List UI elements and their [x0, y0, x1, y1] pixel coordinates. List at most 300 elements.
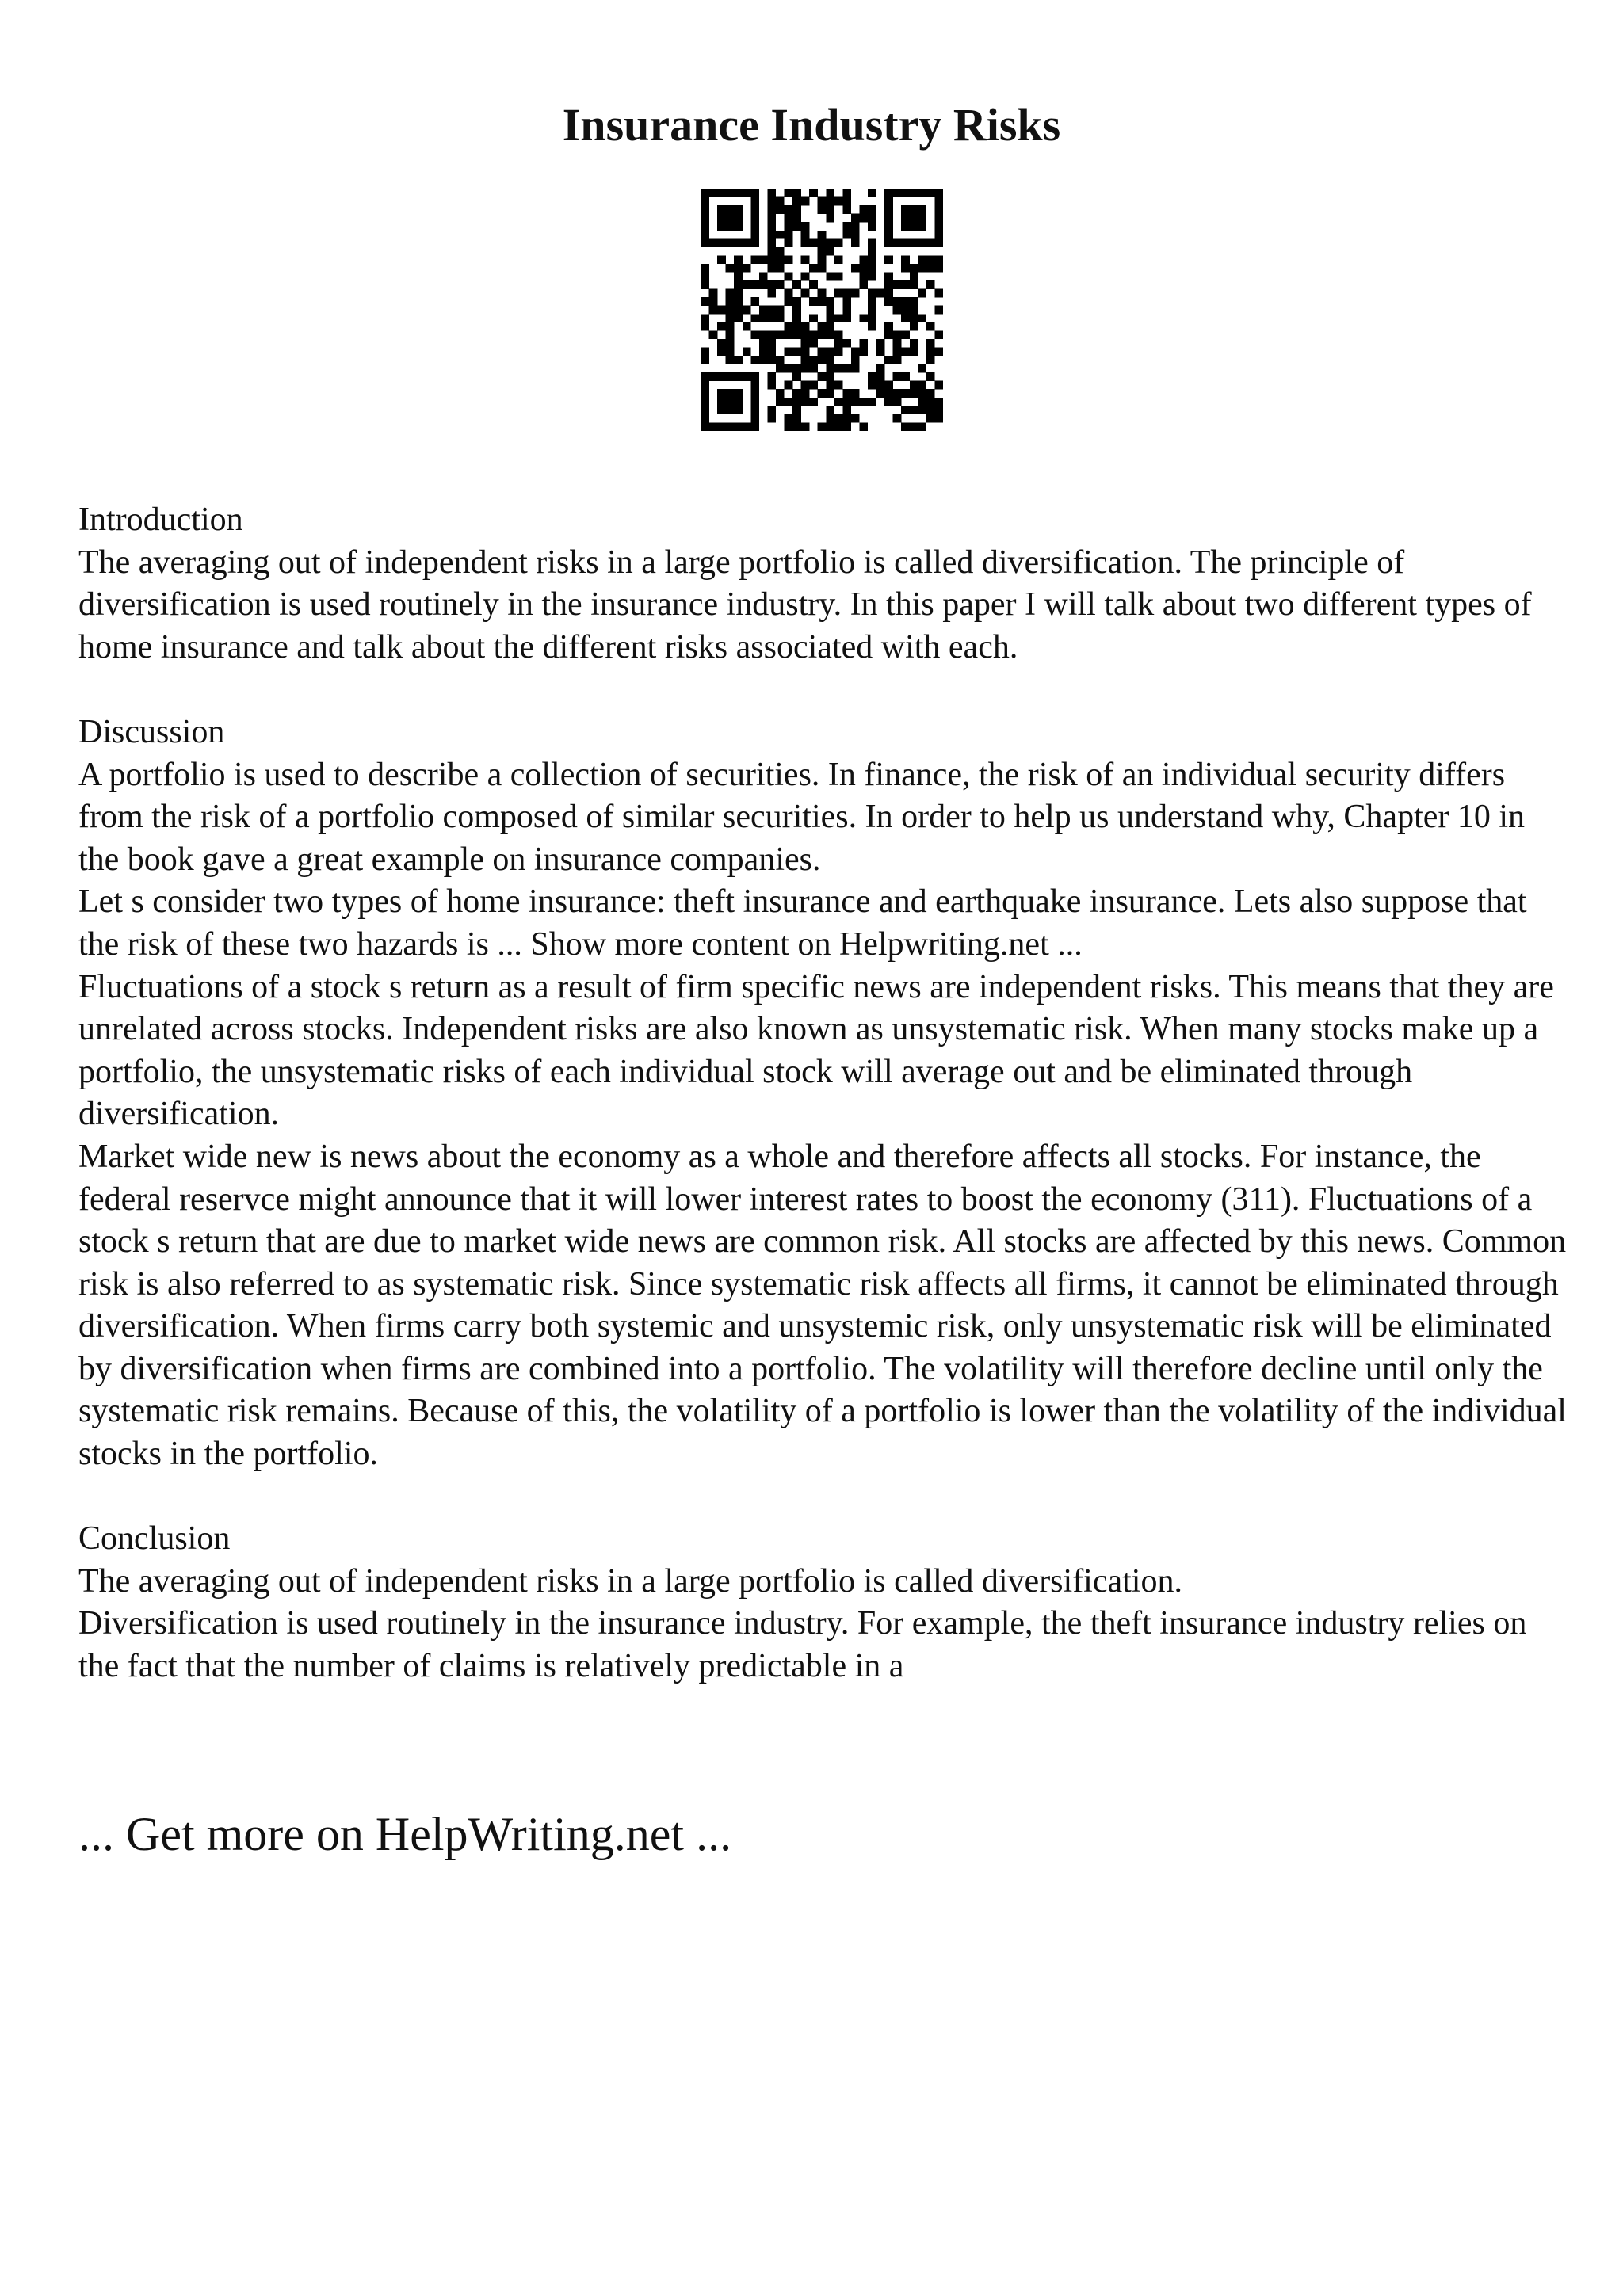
qr-module: [734, 422, 743, 431]
qr-module: [818, 197, 827, 206]
qr-module: [734, 289, 743, 298]
qr-module: [726, 264, 735, 273]
qr-module: [750, 389, 759, 398]
qr-module: [792, 205, 801, 214]
qr-module: [842, 389, 851, 398]
qr-module: [842, 222, 851, 231]
qr-module: [792, 330, 801, 339]
qr-module: [785, 222, 793, 231]
qr-module: [851, 389, 860, 398]
qr-module: [709, 189, 718, 197]
qr-module: [734, 372, 743, 381]
qr-module: [901, 330, 910, 339]
qr-module: [834, 273, 843, 281]
qr-module: [709, 297, 718, 306]
qr-module: [934, 238, 943, 247]
qr-module: [901, 306, 910, 315]
qr-module: [918, 314, 926, 322]
qr-module: [717, 238, 726, 247]
qr-module: [826, 297, 834, 306]
qr-module: [834, 414, 843, 423]
qr-module: [876, 364, 885, 373]
qr-module: [785, 189, 793, 197]
qr-module: [901, 214, 910, 223]
qr-module: [859, 339, 868, 348]
qr-module: [826, 273, 834, 281]
paragraph: Diversification is used routinely in the insurance industry. For example, the theft insurance industry relies on the fact that the number of claims is relatively predictable in a: [78, 1605, 1527, 1685]
qr-module: [785, 414, 793, 423]
qr-module: [876, 381, 885, 390]
qr-module: [918, 422, 926, 431]
qr-module: [726, 356, 735, 364]
qr-module: [842, 339, 851, 348]
qr-module: [834, 422, 843, 431]
qr-module: [726, 238, 735, 247]
qr-module: [701, 264, 709, 273]
qr-module: [818, 289, 827, 298]
qr-module: [901, 372, 910, 381]
qr-module: [859, 205, 868, 214]
qr-module: [901, 422, 910, 431]
qr-module: [759, 339, 768, 348]
qr-module: [717, 306, 726, 315]
qr-module: [743, 280, 751, 289]
qr-module: [934, 189, 943, 197]
document-title: Insurance Industry Risks: [562, 99, 1061, 151]
qr-module: [826, 381, 834, 390]
paragraph: A portfolio is used to describe a collection of securities. In finance, the risk of an individual security differs from the risk of a portfolio composed of similar securities. In order to help us understand why, Chapter 10 in the book gave a great example on insurance companies.: [78, 756, 1526, 878]
qr-module: [851, 231, 860, 239]
qr-module: [926, 356, 935, 364]
qr-module: [818, 389, 827, 398]
qr-module: [918, 264, 926, 273]
get-more-link[interactable]: ... Get more on HelpWriting.net ...: [78, 1808, 732, 1860]
qr-module: [842, 297, 851, 306]
qr-module: [767, 231, 776, 239]
qr-module: [776, 280, 785, 289]
section-discussion: [78, 711, 1568, 1476]
qr-module: [809, 364, 818, 373]
qr-module: [767, 264, 776, 273]
qr-module: [826, 414, 834, 423]
qr-module: [893, 306, 902, 315]
qr-module: [767, 238, 776, 247]
qr-module: [785, 422, 793, 431]
qr-module: [734, 273, 743, 281]
qr-module: [792, 372, 801, 381]
qr-module: [910, 297, 918, 306]
section-heading: Conclusion: [78, 1520, 231, 1558]
qr-module: [934, 347, 943, 356]
qr-module: [776, 231, 785, 239]
qr-module: [851, 347, 860, 356]
qr-module: [851, 238, 860, 247]
qr-module: [701, 347, 709, 356]
qr-module: [884, 231, 893, 239]
document-body: [78, 499, 1568, 1688]
qr-module: [717, 389, 726, 398]
qr-module: [701, 322, 709, 331]
qr-module: [801, 339, 810, 348]
qr-module: [717, 255, 726, 264]
qr-module: [717, 205, 726, 214]
paragraph: Fluctuations of a stock s return as a result of firm specific news are independent risks. This means that they are unrelated across stocks. Independent risks are also known as unsystematic risk. When many stocks make up a portfolio, the unsystematic risks of each individual stock will average out and be eliminated through diversification.: [78, 968, 1554, 1133]
paragraph: The averaging out of independent risks in a large portfolio is called diversification. The principle of diversification is used routinely in the insurance industry. In this paper I will talk about two different types of home insurance and talk about the different risks associated with each.: [78, 543, 1532, 666]
qr-module: [893, 330, 902, 339]
qr-module: [842, 289, 851, 298]
qr-module: [726, 389, 735, 398]
qr-module: [743, 322, 751, 331]
qr-module: [750, 205, 759, 214]
qr-module: [868, 214, 876, 223]
qr-module: [776, 389, 785, 398]
qr-module: [934, 205, 943, 214]
qr-module: [809, 381, 818, 390]
qr-module: [868, 322, 876, 331]
qr-module: [918, 255, 926, 264]
qr-module: [910, 214, 918, 223]
qr-module: [759, 347, 768, 356]
qr-module: [818, 347, 827, 356]
qr-module: [842, 422, 851, 431]
qr-module: [750, 356, 759, 364]
qr-module: [884, 214, 893, 223]
qr-module: [826, 197, 834, 206]
qr-module: [767, 280, 776, 289]
qr-module: [701, 372, 709, 381]
qr-module: [734, 406, 743, 414]
qr-module: [785, 398, 793, 406]
qr-module: [801, 389, 810, 398]
qr-module: [901, 314, 910, 322]
qr-module: [785, 238, 793, 247]
qr-module: [776, 264, 785, 273]
qr-module: [701, 398, 709, 406]
qr-module: [859, 255, 868, 264]
qr-module: [834, 314, 843, 322]
qr-module: [750, 381, 759, 390]
qr-module: [818, 255, 827, 264]
qr-module: [750, 422, 759, 431]
qr-module: [868, 255, 876, 264]
qr-module: [809, 314, 818, 322]
qr-module: [776, 398, 785, 406]
qr-module: [868, 306, 876, 315]
qr-module: [701, 273, 709, 281]
qr-module: [910, 381, 918, 390]
qr-module: [717, 222, 726, 231]
qr-module: [834, 398, 843, 406]
qr-module: [910, 264, 918, 273]
qr-module: [809, 280, 818, 289]
qr-module: [851, 364, 860, 373]
qr-module: [934, 381, 943, 390]
qr-module: [717, 406, 726, 414]
section-heading: Introduction: [78, 502, 243, 538]
qr-module: [910, 273, 918, 281]
qr-module: [809, 398, 818, 406]
qr-module: [826, 189, 834, 197]
qr-module: [776, 247, 785, 256]
qr-module: [901, 280, 910, 289]
qr-module: [834, 330, 843, 339]
paragraph: Let s consider two types of home insurance: theft insurance and earthquake insurance. Lets also suppose that the risk of these two hazards is ... Show more content on Helpwriting.net ...: [78, 883, 1527, 963]
qr-module: [876, 372, 885, 381]
qr-module: [709, 238, 718, 247]
qr-module: [785, 381, 793, 390]
qr-module: [776, 197, 785, 206]
qr-module: [767, 214, 776, 223]
qr-module: [868, 381, 876, 390]
qr-module: [792, 398, 801, 406]
qr-module: [785, 330, 793, 339]
qr-module: [734, 255, 743, 264]
qr-module: [734, 280, 743, 289]
qr-module: [926, 322, 935, 331]
qr-module: [750, 222, 759, 231]
qr-module: [851, 214, 860, 223]
qr-module: [726, 189, 735, 197]
qr-module: [801, 238, 810, 247]
qr-module: [709, 306, 718, 315]
qr-module: [918, 364, 926, 373]
qr-module: [750, 231, 759, 239]
qr-module: [884, 273, 893, 281]
qr-module: [767, 314, 776, 322]
qr-module: [726, 347, 735, 356]
qr-module: [734, 389, 743, 398]
qr-module: [776, 306, 785, 315]
qr-module: [918, 381, 926, 390]
qr-module: [893, 189, 902, 197]
qr-module: [726, 398, 735, 406]
qr-module: [901, 222, 910, 231]
qr-module: [767, 406, 776, 414]
qr-module: [934, 330, 943, 339]
section-introduction: [78, 499, 1568, 669]
qr-module: [701, 314, 709, 322]
qr-module: [884, 297, 893, 306]
qr-module: [709, 289, 718, 298]
qr-module: [901, 389, 910, 398]
qr-module: [910, 322, 918, 331]
qr-module: [776, 330, 785, 339]
qr-module: [801, 289, 810, 298]
qr-module: [926, 189, 935, 197]
qr-module: [859, 214, 868, 223]
qr-module: [818, 238, 827, 247]
qr-module: [792, 297, 801, 306]
qr-module: [750, 214, 759, 223]
qr-module: [884, 197, 893, 206]
qr-module: [750, 189, 759, 197]
qr-module: [809, 297, 818, 306]
qr-module: [801, 231, 810, 239]
qr-module: [868, 372, 876, 381]
qr-module: [701, 389, 709, 398]
qr-module: [726, 205, 735, 214]
qr-module: [901, 205, 910, 214]
qr-module: [934, 222, 943, 231]
qr-module: [884, 356, 893, 364]
qr-module: [701, 280, 709, 289]
qr-module: [842, 398, 851, 406]
qr-module: [884, 389, 893, 398]
qr-module: [834, 364, 843, 373]
qr-module: [826, 356, 834, 364]
qr-module: [767, 222, 776, 231]
qr-module: [792, 222, 801, 231]
qr-module: [818, 372, 827, 381]
qr-module: [801, 347, 810, 356]
qr-module: [759, 280, 768, 289]
qr-module: [726, 306, 735, 315]
qr-module: [776, 205, 785, 214]
qr-module: [734, 314, 743, 322]
qr-module: [884, 381, 893, 390]
qr-module: [834, 381, 843, 390]
qr-module: [809, 189, 818, 197]
qr-module: [726, 214, 735, 223]
qr-module: [884, 398, 893, 406]
qr-module: [926, 255, 935, 264]
qr-module: [709, 372, 718, 381]
qr-module: [934, 414, 943, 423]
qr-module: [859, 347, 868, 356]
qr-module: [750, 414, 759, 423]
qr-module: [918, 222, 926, 231]
qr-module: [792, 280, 801, 289]
qr-module: [792, 406, 801, 414]
qr-module: [826, 372, 834, 381]
qr-module: [726, 289, 735, 298]
qr-module: [851, 222, 860, 231]
qr-module: [734, 356, 743, 364]
qr-module: [884, 330, 893, 339]
qr-module: [918, 189, 926, 197]
qr-module: [884, 205, 893, 214]
qr-module: [734, 297, 743, 306]
qr-code-icon: [701, 189, 943, 431]
qr-module: [792, 189, 801, 197]
qr-module: [750, 297, 759, 306]
qr-module: [785, 289, 793, 298]
qr-module: [717, 214, 726, 223]
paragraph: Market wide new is news about the economy as a whole and therefore affects all stocks. For instance, the federal reservce might announce that it will lower interest rates to boost the economy (311). Fluctuations of a stock s return that are due to market wide news are common risk. All stocks are affected by this news. Common risk is also referred to as systematic risk. Since systematic risk affects all firms, it cannot be eliminated through diversification. When firms carry both systemic and unsystemic risk, only unsystematic risk will be eliminated by diversification when firms are combined into a portfolio. The volatility will therefore decline until only the systematic risk remains. Because of this, the volatility of a portfolio is lower than the volatility of the individual stocks in the portfolio.: [78, 1138, 1567, 1473]
qr-module: [926, 398, 935, 406]
qr-module: [709, 422, 718, 431]
qr-module: [792, 322, 801, 331]
qr-module: [834, 197, 843, 206]
qr-module: [868, 398, 876, 406]
qr-module: [759, 273, 768, 281]
qr-module: [926, 347, 935, 356]
qr-module: [868, 289, 876, 298]
qr-module: [868, 264, 876, 273]
qr-module: [801, 273, 810, 281]
qr-module: [701, 222, 709, 231]
qr-module: [759, 314, 768, 322]
qr-module: [750, 197, 759, 206]
qr-module: [701, 231, 709, 239]
qr-module: [717, 422, 726, 431]
qr-module: [726, 406, 735, 414]
qr-module: [868, 273, 876, 281]
qr-module: [701, 406, 709, 414]
qr-module: [734, 205, 743, 214]
qr-module: [767, 306, 776, 315]
qr-module: [792, 314, 801, 322]
qr-module: [709, 330, 718, 339]
qr-module: [776, 314, 785, 322]
qr-module: [876, 347, 885, 356]
qr-module: [884, 238, 893, 247]
qr-module: [826, 422, 834, 431]
qr-module: [884, 289, 893, 298]
qr-module: [842, 314, 851, 322]
qr-module: [859, 314, 868, 322]
qr-module: [826, 205, 834, 214]
qr-module: [717, 347, 726, 356]
qr-module: [701, 205, 709, 214]
qr-module: [767, 356, 776, 364]
qr-module: [785, 231, 793, 239]
qr-module: [826, 214, 834, 223]
qr-module: [759, 356, 768, 364]
qr-module: [717, 398, 726, 406]
qr-module: [734, 306, 743, 315]
qr-module: [776, 255, 785, 264]
qr-module: [901, 238, 910, 247]
qr-module: [734, 238, 743, 247]
qr-module: [785, 322, 793, 331]
qr-module: [851, 289, 860, 298]
qr-module: [750, 406, 759, 414]
qr-module: [801, 197, 810, 206]
qr-module: [750, 398, 759, 406]
qr-module: [743, 238, 751, 247]
qr-module: [734, 189, 743, 197]
qr-module: [868, 238, 876, 247]
qr-module: [776, 356, 785, 364]
qr-module: [910, 406, 918, 414]
qr-module: [726, 322, 735, 331]
qr-module: [934, 398, 943, 406]
qr-module: [842, 306, 851, 315]
qr-module: [893, 347, 902, 356]
qr-module: [842, 189, 851, 197]
qr-module: [818, 330, 827, 339]
qr-module: [934, 264, 943, 273]
qr-module: [918, 238, 926, 247]
qr-module: [842, 231, 851, 239]
qr-module: [767, 330, 776, 339]
qr-module: [910, 280, 918, 289]
qr-module: [884, 222, 893, 231]
qr-module: [851, 264, 860, 273]
qr-module: [901, 255, 910, 264]
qr-code-graphic: [701, 189, 943, 431]
qr-module: [934, 255, 943, 264]
qr-module: [743, 347, 751, 356]
qr-module: [893, 372, 902, 381]
qr-module: [801, 330, 810, 339]
qr-module: [734, 398, 743, 406]
qr-module: [785, 347, 793, 356]
qr-module: [893, 238, 902, 247]
qr-module: [701, 381, 709, 390]
qr-module: [759, 330, 768, 339]
